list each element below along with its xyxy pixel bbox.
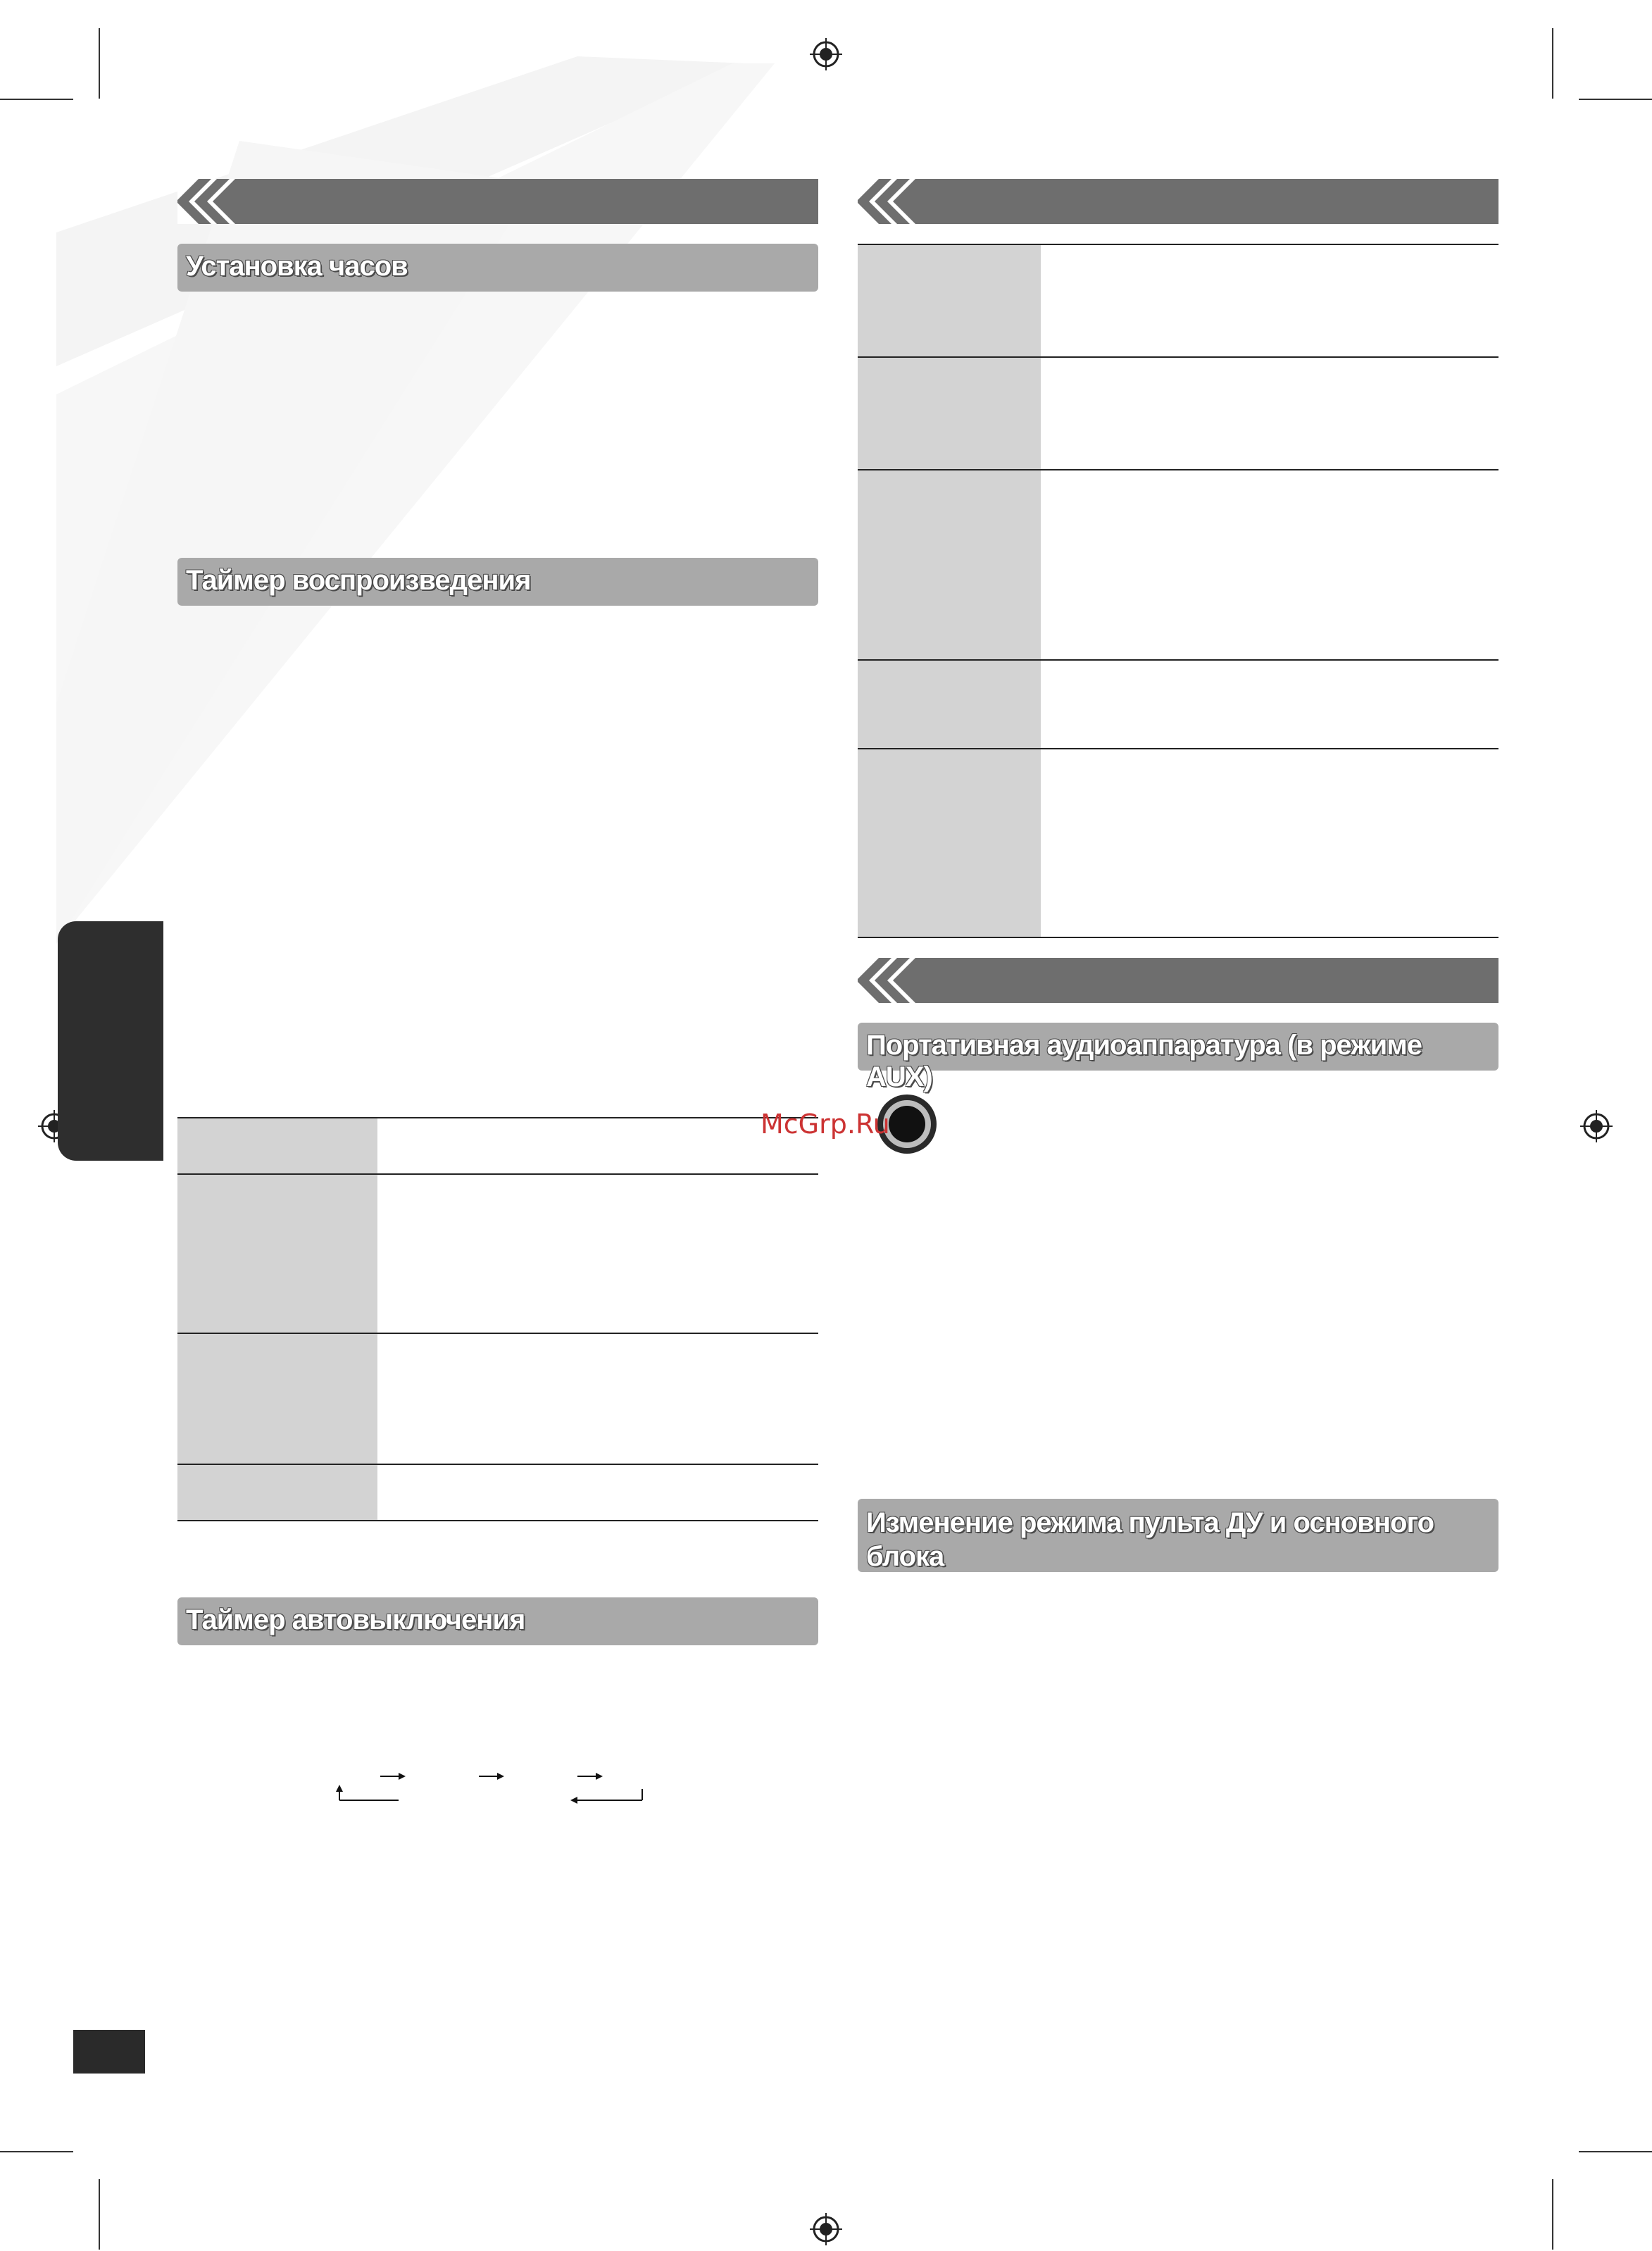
section-header-bar bbox=[858, 179, 1498, 224]
table-row bbox=[177, 1465, 818, 1521]
table-row bbox=[858, 749, 1498, 938]
sleep-timer-header: Таймер автовыключения bbox=[177, 1597, 818, 1645]
section-header-bar bbox=[858, 958, 1498, 1003]
crop-mark bbox=[0, 99, 73, 100]
table-row bbox=[177, 1175, 818, 1334]
crop-mark bbox=[1579, 2151, 1652, 2152]
aux-mode-header: Портативная аудиоаппаратура (в режиме AUX) bbox=[858, 1023, 1498, 1071]
table-row bbox=[177, 1334, 818, 1465]
side-section-tab bbox=[58, 921, 163, 1161]
crop-mark bbox=[0, 2151, 73, 2152]
crop-mark bbox=[1552, 28, 1553, 99]
crop-mark bbox=[99, 28, 100, 99]
registration-mark-icon bbox=[810, 38, 842, 70]
crop-mark bbox=[99, 2179, 100, 2250]
table-row bbox=[177, 1118, 818, 1175]
right-info-table bbox=[858, 244, 1498, 938]
chevron-left-icon bbox=[858, 958, 921, 1003]
table-row bbox=[858, 358, 1498, 470]
clock-setting-header: Установка часов bbox=[177, 244, 818, 292]
table-row bbox=[858, 245, 1498, 358]
left-info-table bbox=[177, 1117, 818, 1521]
play-timer-header: Таймер воспроизведения bbox=[177, 558, 818, 606]
watermark-text: McGrp.Ru bbox=[761, 1109, 890, 1140]
crop-mark bbox=[1552, 2179, 1553, 2250]
registration-mark-icon bbox=[1580, 1110, 1613, 1142]
section-header-bar bbox=[177, 179, 818, 224]
crop-mark bbox=[1579, 99, 1652, 100]
chevron-left-icon bbox=[858, 179, 921, 224]
registration-mark-icon bbox=[810, 2213, 842, 2245]
sleep-timer-cycle-arrows bbox=[331, 1768, 648, 1810]
background-diagonal-bands bbox=[0, 0, 845, 986]
remote-mode-header: Изменение режима пульта ДУ и основного блока bbox=[858, 1499, 1498, 1572]
chevron-left-icon bbox=[177, 179, 241, 224]
page-number-block bbox=[73, 2030, 145, 2074]
table-row bbox=[858, 661, 1498, 749]
table-row bbox=[858, 470, 1498, 661]
